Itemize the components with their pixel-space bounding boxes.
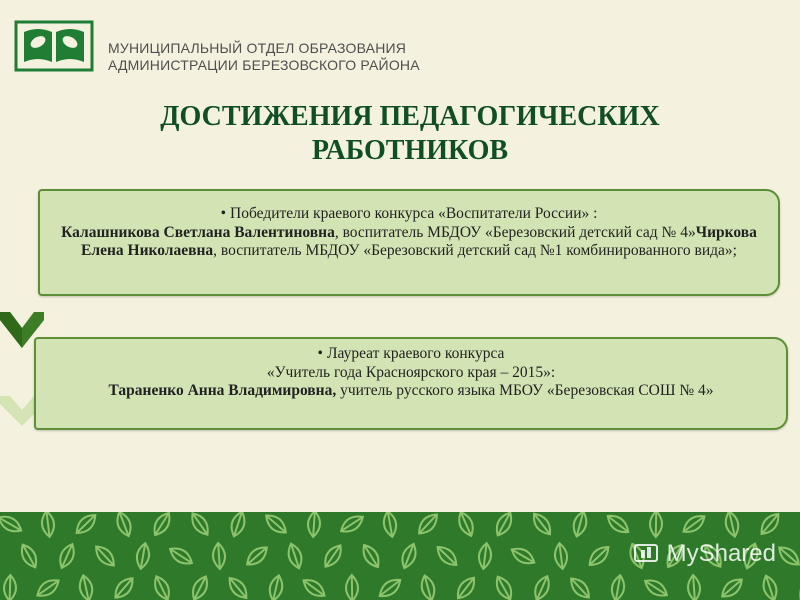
- laureate-text: [48, 345, 774, 401]
- title-line-2: РАБОТНИКОВ: [311, 135, 509, 166]
- winner-name-1: Калашникова Светлана Валентиновна: [61, 223, 335, 241]
- myshared-logo-icon: [633, 541, 663, 567]
- book-leaves-logo-icon: [14, 20, 94, 72]
- winners-intro: Победители краевого конкурса «Воспитатели России» :: [230, 205, 598, 222]
- laureate-name: Тараненко Анна Владимировна,: [108, 382, 337, 400]
- title-line-1: ДОСТИЖЕНИЯ ПЕДАГОГИЧЕСКИХ: [160, 101, 660, 132]
- laureate-role: учитель русского языка МБОУ «Березовская СОШ № 4»: [336, 382, 714, 400]
- bullet: •: [220, 205, 227, 222]
- laureate-box: [34, 337, 788, 430]
- org-line-2: АДМИНИСТРАЦИИ БЕРЕЗОВСКОГО РАЙОНА: [108, 57, 420, 73]
- winner-name-2: Чиркова Елена Николаевна: [81, 223, 757, 260]
- winner-role-1: , воспитатель МБДОУ «Березовский детский сад № 4»: [334, 223, 696, 241]
- org-name: [108, 40, 420, 74]
- page-title: [80, 100, 740, 168]
- winner-role-2: , воспитатель МБДОУ «Березовский детский сад №1 комбинированного вида»;: [213, 242, 737, 260]
- winners-text: [52, 205, 766, 261]
- watermark-text: MyShared: [666, 540, 776, 567]
- watermark: [633, 540, 776, 568]
- org-line-1: МУНИЦИПАЛЬНЫЙ ОТДЕЛ ОБРАЗОВАНИЯ: [108, 40, 407, 56]
- bullet: •: [317, 345, 323, 362]
- contest-name: «Учитель года Красноярского края – 2015»:: [266, 363, 556, 381]
- winners-box: [38, 189, 780, 296]
- laureate-intro: Лауреат краевого конкурса: [326, 345, 505, 362]
